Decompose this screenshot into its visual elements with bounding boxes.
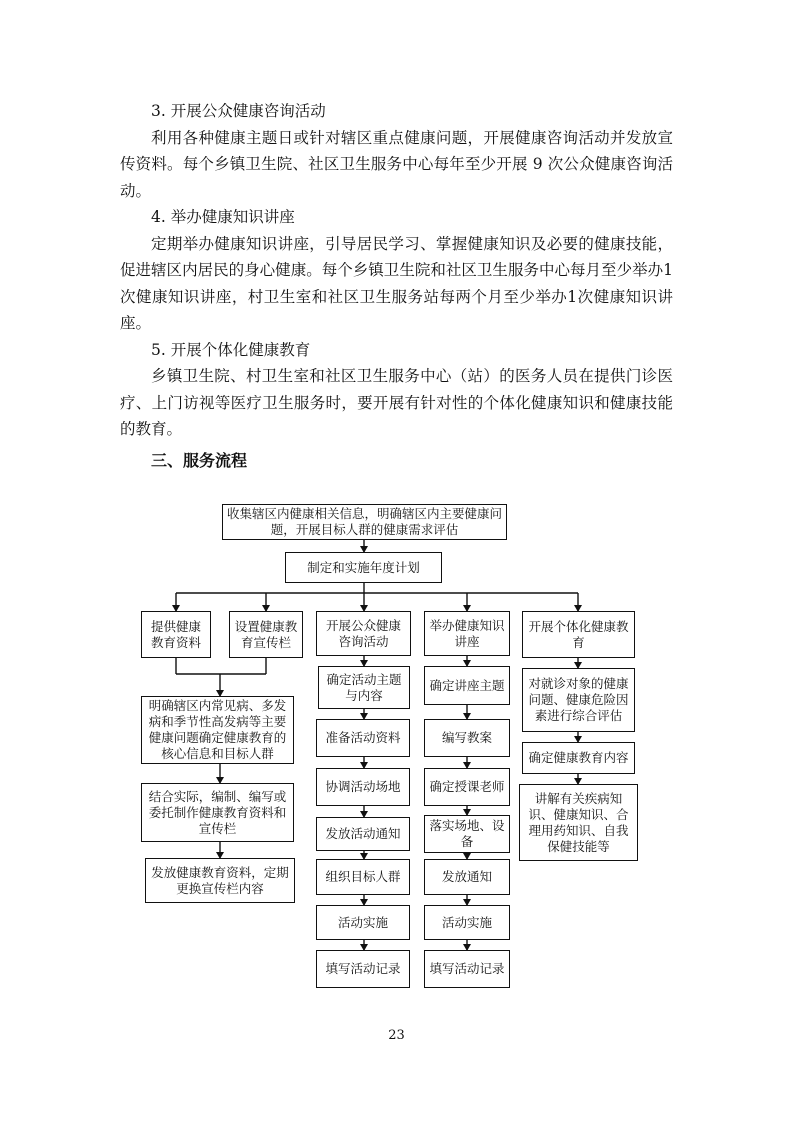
- col3-step-2-text: 准备活动资料: [325, 730, 401, 745]
- col5-step-3: [519, 784, 638, 861]
- col3-step-1-text: 确定活动主题与内容: [326, 671, 402, 703]
- col4-step-3: [424, 768, 510, 806]
- col4-step-6: [424, 905, 510, 940]
- col1-step-3: [145, 858, 295, 903]
- col4-step-7: [424, 950, 510, 988]
- col3-step-4: [316, 817, 410, 851]
- col4-step-2-text: 编写教案: [441, 730, 492, 745]
- heading-5: 5. 开展个体化健康教育: [151, 340, 311, 359]
- col4-step-5: [424, 859, 510, 895]
- paragraph-4: 定期举办健康知识讲座，引导居民学习、掌握健康知识及必要的健康技能，促进辖区内居民的身心健康。每个乡镇卫生院和社区卫生服务中心每月至少举办1次健康知识讲座，村卫生室和社区卫生服务站每两个月至少举办1次健康知识讲座。: [120, 234, 673, 332]
- col4-step-4: [424, 815, 510, 853]
- col1-step-1: [141, 696, 294, 764]
- col3-step-3: [316, 768, 410, 806]
- col1-title: 提供健康教育资料: [150, 618, 201, 650]
- col3-step-6: [316, 905, 410, 940]
- col5-step-1: [522, 668, 635, 732]
- col4-step-3-text: 确定授课老师: [429, 779, 505, 794]
- col1-title-box: [141, 611, 211, 658]
- page-number: 23: [388, 1028, 405, 1043]
- col4-title: 举办健康知识讲座: [429, 617, 505, 649]
- flow-plan-box: [285, 552, 442, 583]
- flow-top-box: [222, 504, 507, 540]
- col4-step-7-text: 填写活动记录: [429, 961, 505, 976]
- col3-title: 开展公众健康咨询活动: [325, 617, 401, 649]
- col3-step-2: [316, 719, 410, 757]
- section-title: 三、服务流程: [151, 451, 248, 470]
- col3-step-1: [318, 666, 410, 709]
- col1-step-1-text: 明确辖区内常见病、多发病和季节性高发病等主要健康问题确定健康教育的核心信息和目标人群: [148, 698, 287, 761]
- col3-step-7-text: 填写活动记录: [325, 961, 401, 976]
- col3-step-5: [316, 859, 410, 895]
- paragraph-5: 乡镇卫生院、村卫生室和社区卫生服务中心（站）的医务人员在提供门诊医疗、上门访视等医疗卫生服务时，要开展有针对性的个体化健康知识和健康技能的教育。: [120, 367, 673, 438]
- col1-step-2: [141, 783, 294, 842]
- paragraph-3: 利用各种健康主题日或针对辖区重点健康问题，开展健康咨询活动并发放宣传资料。每个乡镇卫生院、社区卫生服务中心每年至少开展 9 次公众健康咨询活动。: [120, 128, 673, 200]
- col4-step-2: [424, 719, 510, 757]
- col2-title-box: [229, 611, 303, 658]
- col5-step-2-text: 确定健康教育内容: [528, 750, 629, 765]
- col3-step-3-text: 协调活动场地: [325, 779, 401, 794]
- col3-title-box: [316, 611, 411, 656]
- col4-step-6-text: 活动实施: [441, 914, 492, 930]
- col2-title: 设置健康教育宣传栏: [234, 618, 298, 650]
- flow-top-text: 收集辖区内健康相关信息，明确辖区内主要健康问题，开展目标人群的健康需求评估: [227, 506, 503, 537]
- heading-3: 3. 开展公众健康咨询活动: [151, 102, 326, 120]
- col1-step-2-text: 结合实际，编制、编写或委托制作健康教育资料和宣传栏: [148, 788, 287, 836]
- col1-step-3-text: 发放健康教育资料，定期更换宣传栏内容: [151, 864, 289, 896]
- col4-step-4-text: 落实场地、设备: [429, 818, 505, 849]
- col3-step-5-text: 组织目标人群: [325, 869, 401, 884]
- col3-step-4-text: 发放活动通知: [325, 826, 401, 841]
- col4-step-5-text: 发放通知: [441, 869, 492, 884]
- col3-step-7: [316, 950, 410, 988]
- col4-step-1: [424, 666, 510, 705]
- heading-4: 4. 举办健康知识讲座: [151, 208, 295, 226]
- flow-plan-text: 制定和实施年度计划: [307, 559, 420, 575]
- col3-step-6-text: 活动实施: [337, 914, 388, 930]
- col5-step-1-text: 对就诊对象的健康问题、健康危险因素进行综合评估: [528, 676, 629, 723]
- col5-step-2: [522, 742, 635, 774]
- col5-step-3-text: 讲解有关疾病知识、健康知识、合理用药知识、自我保健技能等: [528, 790, 629, 854]
- col4-step-1-text: 确定讲座主题: [429, 677, 505, 693]
- col4-title-box: [424, 611, 510, 656]
- col5-title-box: [522, 611, 635, 658]
- col5-title: 开展个体化健康教育: [528, 618, 629, 650]
